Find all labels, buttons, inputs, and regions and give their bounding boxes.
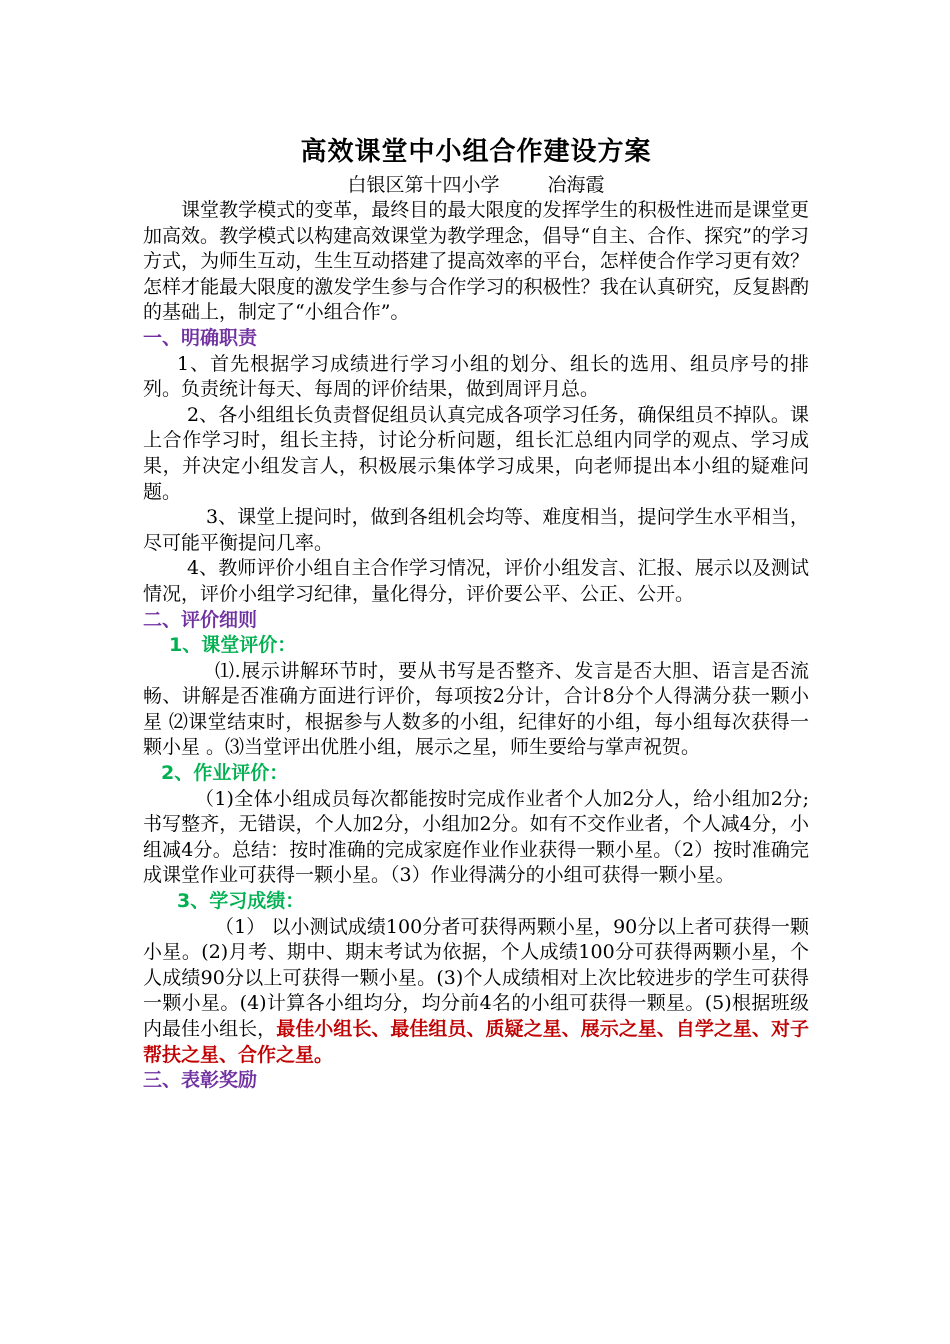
section2-heading: 二、评价细则: [143, 608, 258, 631]
section1-heading: 一、明确职责: [143, 326, 258, 349]
section1-p1: 1、首先根据学习成绩进行学习小组的划分、组长的选用、组员序号的排列。负责统计每天、每周的评价结果，做到周评月总。: [143, 352, 809, 401]
sub2-heading: 2、作业评价：: [161, 762, 289, 785]
section1-p4: 4、教师评价小组自主合作学习情况，评价小组发言、汇报、展示以及测试情况，评价小组学习纪律，量化得分，评价要公平、公正、公开。: [143, 557, 809, 605]
document-body: [143, 132, 809, 1094]
sub3-text: （1） 以小测试成绩100分者可获得两颗小星，90分以上者可获得一颗小星。(2)月考、期中、期末考试为依据，个人成绩100分可获得两颗小星，个人成绩90分以上可获得一颗小星。(3)个人成绩相对上次比较进步的学生可获得一颗小星。(4)计算各小组均分，均分前4名的小组可获得一颗星。(5)根据班级内最佳小组长，: [143, 915, 809, 1040]
sub3-paragraph: [143, 915, 809, 1069]
section1-p2: 2、各小组组长负责督促组员认真完成各项学习任务，确保组员不掉队。课上合作学习时，组长主持，讨论分析问题，组长汇总组内同学的观点、学习成果，并决定小组发言人，积极展示集体学习成果，向老师提出本小组的疑难问题。: [143, 403, 809, 503]
award-titles: 最佳小组长、最佳组员、质疑之星、展示之星、自学之星、对子帮扶之星、合作之星。: [143, 1018, 809, 1066]
sub1-heading: 1、课堂评价：: [169, 634, 297, 657]
intro-paragraph: 课堂教学模式的变革，最终目的最大限度的发挥学生的积极性进而是课堂更加高效。教学模式以构建高效课堂为教学理念，倡导“自主、合作、探究”的学习方式，为师生互动，生生互动搭建了提高效率的平台，怎样使合作学习更有效？怎样才能最大限度的激发学生参与合作学习的积极性？我在认真研究，反复斟酌的基础上，制定了“小组合作”。: [143, 199, 809, 324]
byline: [143, 172, 809, 198]
sub1-text: ⑴.展示讲解环节时，要从书写是否整齐、发言是否大胆、语言是否流畅、讲解是否准确方面进行评价，每项按2分计，合计8分个人得满分获一颗小星 ⑵课堂结束时，根据参与人数多的小组，纪律好的小组，每小组每次获得一颗小星 。⑶当堂评出优胜小组，展示之星，师生要给与掌声祝贺。: [143, 659, 809, 759]
author-name: 冶海霞: [547, 174, 605, 196]
document-title: 高效课堂中小组合作建设方案: [300, 137, 652, 167]
section3-heading: 三、表彰奖励: [143, 1069, 258, 1092]
school-name: 白银区第十四小学: [347, 174, 500, 196]
section1-p3: 3、课堂上提问时，做到各组机会均等、难度相当，提问学生水平相当， 尽可能平衡提问几率。: [143, 506, 809, 554]
sub2-text: （1)全体小组成员每次都能按时完成作业者个人加2分人，给小组加2分;书写整齐，无错误，个人加2分，小组加2分。如有不交作业者，个人减4分，小组减4分。总结：按时准确的完成家庭作业作业获得一颗小星。（2）按时准确完成课堂作业可获得一颗小星。（3）作业得满分的小组可获得一颗小星。: [143, 787, 809, 887]
sub3-heading: 3、学习成绩：: [177, 890, 305, 913]
